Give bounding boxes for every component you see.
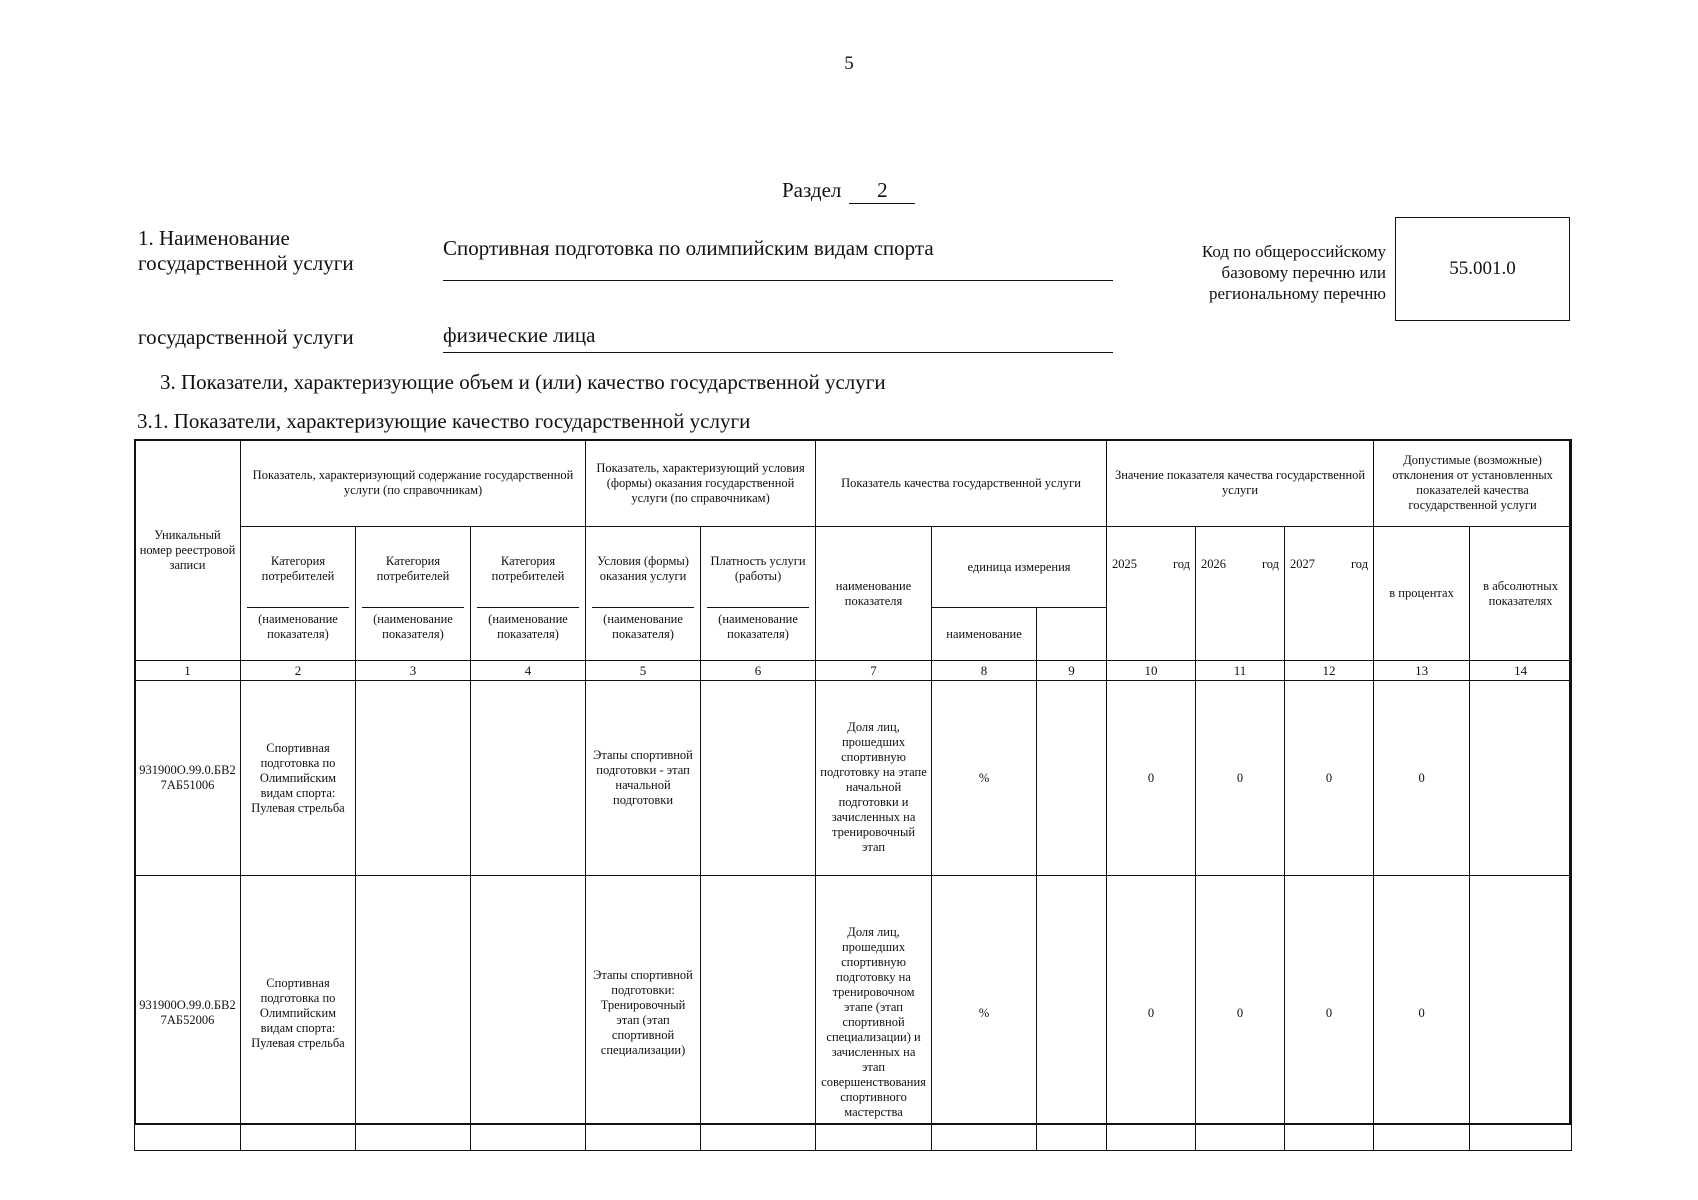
row-value-2026: 0: [1196, 876, 1285, 1151]
row-condition: Этапы спортивной подготовки - этап начальной подготовки: [586, 681, 701, 876]
row-category-3: [471, 681, 586, 876]
heading-indicators: 3. Показатели, характеризующие объем и (или) качество государственной услуги: [160, 370, 886, 394]
row-deviation-absolute: [1470, 681, 1572, 876]
col-num-11: 11: [1196, 661, 1285, 681]
row-category-3: [471, 876, 586, 1151]
column-numbers-row: [135, 661, 1572, 681]
row-deviation-absolute: [1470, 876, 1572, 1151]
header-year-2026: [1196, 527, 1285, 661]
col-num-7: 7: [816, 661, 932, 681]
row-code: 931900О.99.0.БВ27АБ52006: [135, 876, 241, 1151]
header-category-2: [356, 527, 471, 661]
page-number: 5: [844, 53, 854, 74]
header-condition-2: [701, 527, 816, 661]
row-value-2027: 0: [1285, 681, 1374, 876]
section-title: [782, 178, 915, 204]
header-unique-number: Уникальный номер реестровой записи: [135, 440, 241, 661]
header-unit: единица измерения: [932, 527, 1107, 608]
category-1-label: Категория потребителей: [261, 554, 335, 583]
row-value-2026: 0: [1196, 681, 1285, 876]
row-value-2025: 0: [1107, 681, 1196, 876]
row-deviation-percent: 0: [1374, 876, 1470, 1151]
row-payment: [701, 681, 816, 876]
row-payment: [701, 876, 816, 1151]
service-name-value: Спортивная подготовка по олимпийским видам спорта: [443, 236, 1113, 281]
col-num-8: 8: [932, 661, 1037, 681]
section-label: Раздел: [782, 178, 842, 202]
year-2027-value: 2027: [1290, 557, 1316, 571]
col-num-3: 3: [356, 661, 471, 681]
service-name-label: [138, 226, 354, 276]
col-num-6: 6: [701, 661, 816, 681]
row-value-2027: 0: [1285, 876, 1374, 1151]
year-2025-value: 2025: [1112, 557, 1138, 571]
header-year-2025: [1107, 527, 1196, 661]
category-3-label: Категория потребителей: [491, 554, 565, 583]
category-3-indicator-name: (наименование показателя): [477, 607, 579, 656]
code-label-line2: базовому перечню или: [1221, 263, 1386, 282]
col-num-10: 10: [1107, 661, 1196, 681]
header-deviation: Допустимые (возможные) отклонения от установленных показателей качества государственной услуги: [1374, 440, 1572, 527]
heading-quality-indicators: 3.1. Показатели, характеризующие качество государственной услуги: [137, 409, 751, 433]
row-category-2: [356, 876, 471, 1151]
col-num-5: 5: [586, 661, 701, 681]
header-content-indicator: Показатель, характеризующий содержание государственной услуги (по справочникам): [241, 440, 586, 527]
quality-table: [134, 439, 1572, 1151]
code-box: 55.001.0: [1395, 217, 1570, 321]
row-indicator: Доля лиц, прошедших спортивную подготовку на тренировочном этапе (этап спортивной специализации) и зачисленных на этап совершенствования спортивного мастерства: [816, 876, 932, 1151]
header-quality-name: наименование показателя: [816, 527, 932, 661]
header-category-3: [471, 527, 586, 661]
consumers-label: государственной услуги: [138, 325, 354, 349]
header-deviation-absolute: в абсолютных показателях: [1470, 527, 1572, 661]
year-2026-word: год: [1261, 557, 1280, 571]
year-2026-value: 2026: [1201, 557, 1227, 571]
table-row: [135, 876, 1572, 1151]
row-category: Спортивная подготовка по Олимпийским видам спорта: Пулевая стрельба: [241, 681, 356, 876]
row-code: 931900О.99.0.БВ27АБ51006: [135, 681, 241, 876]
header-unit-name: наименование: [932, 608, 1037, 661]
code-label-line3: региональному перечню: [1208, 284, 1386, 303]
col-num-4: 4: [471, 661, 586, 681]
row-value-2025: 0: [1107, 876, 1196, 1151]
row-unit-code: [1037, 876, 1107, 1151]
code-label: [1120, 241, 1386, 304]
consumers-value: физические лица: [443, 323, 1113, 353]
condition-1-label: Условия (формы) оказания услуги: [597, 554, 689, 583]
col-num-2: 2: [241, 661, 356, 681]
row-unit: %: [932, 876, 1037, 1151]
row-deviation-percent: 0: [1374, 681, 1470, 876]
category-1-indicator-name: (наименование показателя): [247, 607, 349, 656]
row-condition: Этапы спортивной подготовки: Тренировочный этап (этап спортивной специализации): [586, 876, 701, 1151]
col-num-12: 12: [1285, 661, 1374, 681]
col-num-13: 13: [1374, 661, 1470, 681]
header-deviation-percent: в процентах: [1374, 527, 1470, 661]
condition-2-label: Платность услуги (работы): [710, 554, 806, 583]
section-number: 2: [849, 178, 915, 204]
service-label-line1: 1. Наименование: [138, 226, 290, 250]
category-2-indicator-name: (наименование показателя): [362, 607, 464, 656]
header-quality-indicator: Показатель качества государственной услуги: [816, 440, 1107, 527]
category-2-label: Категория потребителей: [376, 554, 450, 583]
code-label-line1: Код по общероссийскому: [1201, 242, 1386, 261]
header-category-1: [241, 527, 356, 661]
header-indicator-value: Значение показателя качества государственной услуги: [1107, 440, 1374, 527]
header-unit-code: [1037, 608, 1107, 661]
table-row: [135, 681, 1572, 876]
condition-2-indicator-name: (наименование показателя): [707, 607, 809, 656]
row-unit: %: [932, 681, 1037, 876]
col-num-14: 14: [1470, 661, 1572, 681]
col-num-9: 9: [1037, 661, 1107, 681]
service-label-line2: государственной услуги: [138, 251, 354, 275]
row-category: Спортивная подготовка по Олимпийским видам спорта: Пулевая стрельба: [241, 876, 356, 1151]
header-year-2027: [1285, 527, 1374, 661]
condition-1-indicator-name: (наименование показателя): [592, 607, 694, 656]
row-indicator: Доля лиц, прошедших спортивную подготовку на этапе начальной подготовки и зачисленных на тренировочный этап: [816, 681, 932, 876]
header-condition-1: [586, 527, 701, 661]
col-num-1: 1: [135, 661, 241, 681]
row-category-2: [356, 681, 471, 876]
year-2027-word: год: [1350, 557, 1369, 571]
year-2025-word: год: [1172, 557, 1191, 571]
row-unit-code: [1037, 681, 1107, 876]
header-conditions-indicator: Показатель, характеризующий условия (формы) оказания государственной услуги (по справочникам): [586, 440, 816, 527]
